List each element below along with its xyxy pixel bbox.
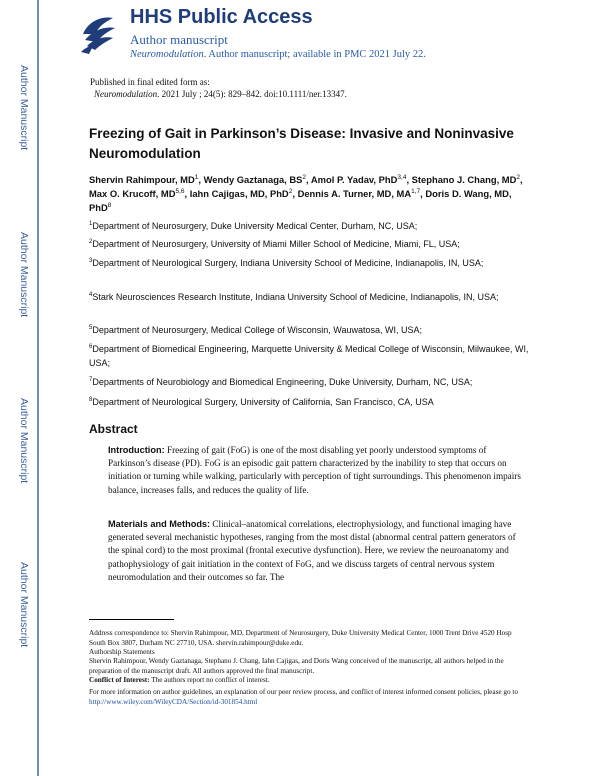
- footnote-conflict: [89, 676, 529, 686]
- affiliation: $^8$Department of Neurological Surgery, University of California, San Francisco, CA, USA: [89, 397, 434, 407]
- abstract-heading: Abstract: [89, 422, 138, 436]
- hhs-eagle-logo-icon: [75, 12, 119, 56]
- journal-name: Neuromodulation: [130, 49, 204, 60]
- footnote-rule: [89, 619, 174, 620]
- publication-info: [90, 76, 347, 100]
- affiliation: $^2$Department of Neurosurgery, University of Miami Miller School of Medicine, Miami, FL, USA;: [89, 239, 460, 249]
- footnote-statements: Shervin Rahimpour, Wendy Gaztanaga, Stephano J. Chang, Iahn Cajigas, and Doris Wang conceived of the manuscript, all authors helped in the preparation of the manuscript draft. All authors approved the final manuscript.: [89, 657, 504, 675]
- policy-link[interactable]: http://www.wiley.com/WileyCDA/Section/id-301854.html: [89, 697, 258, 706]
- footnote-correspondence: Address correspondence to: Shervin Rahimpour, MD, Department of Neurosurgery, Duke University Medical Center, 1000 Trent Drive 4520 Hosp South Box 3807, Durham NC 27710, USA. shervin.rahimpour@duke.edu.: [89, 629, 512, 647]
- author: Max O. Krucoff, MD$^{5,6}$,: [89, 188, 190, 199]
- conflict-label: Conflict of Interest:: [89, 676, 150, 684]
- affiliation: $^4$Stark Neurosciences Research Institute, Indiana University School of Medicine, Indianapolis, IN, USA;: [89, 292, 499, 302]
- affiliation: $^7$Departments of Neurobiology and Biomedical Engineering, Duke University, Durham, NC, USA;: [89, 377, 473, 387]
- methods-text: Clinical–anatomical correlations, electrophysiology, and functional imaging have generated several mechanistic hypotheses, ranging from the most distal (abnormal central pattern generators of the spinal cord) to the most proximal (frontal executive dysfunction). Here, we review the neuroanatomy and pathophysiology of gait initiation in the context of FoG, and we discuss targets of central nervous system neuromodulation and their outcomes so far. The: [108, 519, 516, 582]
- side-label-author-manuscript: Author Manuscript: [18, 398, 30, 484]
- affiliation: $^3$Department of Neurological Surgery, Indiana University School of Medicine, Indianapolis, IN, USA;: [89, 258, 484, 268]
- side-label-author-manuscript: Author Manuscript: [18, 65, 30, 151]
- more-info-text: For more information on author guidelines, an explanation of our peer review process, and conflict of interest informed consent policies, please go to: [89, 688, 518, 696]
- intro-label: Introduction:: [108, 445, 165, 455]
- article-title: Freezing of Gait in Parkinson’s Disease: Invasive and Noninvasive Neuromodulation: [89, 126, 514, 161]
- availability-line: [130, 49, 426, 60]
- availability-text: . Author manuscript; available in PMC 2021 July 22.: [203, 49, 426, 60]
- abstract-methods: [108, 518, 522, 584]
- margin-rule: [37, 0, 39, 776]
- side-label-author-manuscript: Author Manuscript: [18, 232, 30, 318]
- author: Dennis A. Turner, MD, MA$^{1,7}$,: [297, 188, 426, 199]
- hhs-title: HHS Public Access: [130, 6, 313, 28]
- author: Amol P. Yadav, PhD$^{3,4}$,: [310, 174, 412, 185]
- affiliation: $^5$Department of Neurosurgery, Medical College of Wisconsin, Wauwatosa, WI, USA;: [89, 325, 422, 335]
- conflict-text: The authors report no conflict of interest.: [149, 676, 270, 684]
- published-label: Published in final edited form as:: [90, 77, 210, 87]
- footnote-statements-heading: Authorship Statements: [89, 648, 155, 656]
- author-manuscript-label: Author manuscript: [130, 32, 228, 47]
- citation-journal: Neuromodulation: [94, 89, 158, 99]
- abstract-introduction: [108, 444, 522, 497]
- author: Stephano J. Chang, $MD^2$,: [411, 174, 523, 185]
- affiliation: $^6$Department of Biomedical Engineering, Marquette University & Medical College of Wisconsin, Milwaukee, WI, USA;: [89, 344, 529, 368]
- intro-text: Freezing of gait (FoG) is one of the most disabling yet poorly understood symptoms of Parkinson’s disease (PD). FoG is an episodic gait pattern characterized by the inability to step that occurs on initiation or turning while walking, particularly with perception of tight surroundings. This phenomenon impairs balance, increases falls, and reduces the quality of life.: [108, 445, 521, 495]
- author: Iahn Cajigas, MD, PhD$^2$,: [189, 188, 298, 199]
- hhs-header: [75, 8, 525, 68]
- methods-label: Materials and Methods:: [108, 519, 211, 529]
- author: Shervin Rahimpour, $MD^1$,: [89, 174, 204, 185]
- affiliation: $^1$Department of Neurosurgery, Duke University Medical Center, Durham, NC, USA;: [89, 221, 418, 231]
- footnote-more-info: [89, 688, 529, 707]
- citation-line: [90, 88, 347, 100]
- side-label-author-manuscript: Author Manuscript: [18, 562, 30, 648]
- author: Wendy Gaztanaga, $BS^2$,: [203, 174, 311, 185]
- author: Doris D. Wang, MD, PhD$^8$: [89, 188, 512, 213]
- author-list: [89, 173, 529, 215]
- citation-details: . 2021 July ; 24(5): 829–842. doi:10.1111/ner.13347.: [157, 89, 347, 99]
